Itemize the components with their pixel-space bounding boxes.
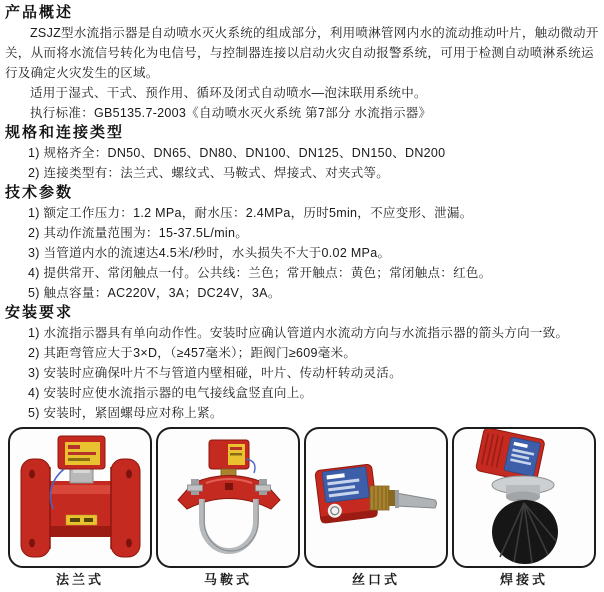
welded-type-image <box>452 427 596 568</box>
product-label-threaded: 丝口式 <box>351 572 400 587</box>
install-item-1: 1) 水流指示器具有单向动作性。安装时应确认管道内水流动方向与水流指示器的箭头方向一致。 <box>28 326 569 340</box>
section-overview <box>5 3 599 123</box>
tech-item-3: 3) 当管道内水的流速达4.5米/秒时，水头损失不大于0.02 MPa。 <box>28 246 391 260</box>
threaded-type-card <box>304 427 448 588</box>
install-item-3: 3) 安装时应确保叶片不与管道内壁相碰，叶片、传动杆转动灵活。 <box>28 366 402 380</box>
section-install <box>5 303 599 423</box>
overview-paragraph-1: ZSJZ型水流指示器是自动喷水灭火系统的组成部分，利用喷淋管网内水的流动推动叶片，触动微动开关，从而将水流信号转化为电信号，与控制器连接以启动火灾自动报警系统，可用于检测自动喷淋系统运行及确定火灾发生的区域。 <box>5 26 599 80</box>
tech-item-1: 1) 额定工作压力：1.2 MPa，耐水压：2.4MPa，历时5min，不应变形、泄漏。 <box>28 206 473 220</box>
tech-item-5: 5) 触点容量：AC220V，3A；DC24V，3A。 <box>28 286 281 300</box>
flange-type-image <box>8 427 152 568</box>
install-item-4: 4) 安装时应使水流指示器的电气接线盒竖直向上。 <box>28 386 313 400</box>
install-item-5: 5) 安装时，紧固螺母应对称上紧。 <box>28 406 223 420</box>
install-item-2: 2) 其距弯管应大于3×D，（≥457毫米）；距阀门≥609毫米。 <box>28 346 357 360</box>
section-tech-params <box>5 183 599 303</box>
welded-type-illustration <box>454 429 594 566</box>
flange-type-illustration <box>10 429 150 566</box>
product-card-saddle <box>156 427 300 588</box>
product-label-saddle: 马鞍式 <box>203 572 252 587</box>
welded-type-card <box>452 427 596 588</box>
product-gallery <box>5 423 599 588</box>
tech-item-2: 2) 其动作流量范围为：15-37.5L/min。 <box>28 226 249 240</box>
tech-item-4: 4) 提供常开、常闭触点一付。公共线：兰色；常开触点：黄色；常闭触点：红色。 <box>28 266 492 280</box>
overview-paragraph-3: 执行标准：GB5135.7-2003《自动喷水灭火系统 第7部分 水流指示器》 <box>30 106 432 120</box>
section-specs <box>5 123 599 183</box>
threaded-type-image <box>304 427 448 568</box>
specs-item-2: 2) 连接类型有：法兰式、螺纹式、马鞍式、焊接式、对夹式等。 <box>28 166 390 180</box>
product-label-flange: 法兰式 <box>55 572 104 587</box>
overview-paragraph-2: 适用于湿式、干式、预作用、循环及闭式自动喷水—泡沫联用系统中。 <box>30 86 427 100</box>
saddle-type-image <box>156 427 300 568</box>
product-label-welded: 焊接式 <box>499 572 548 587</box>
overview-heading: 产品概述 <box>5 4 74 21</box>
tech-params-heading: 技术参数 <box>5 184 74 201</box>
threaded-type-illustration <box>306 429 446 566</box>
saddle-type-illustration <box>158 429 298 566</box>
specs-item-1: 1) 规格齐全：DN50、DN65、DN80、DN100、DN125、DN150、DN200 <box>28 146 446 160</box>
install-heading: 安装要求 <box>5 304 74 321</box>
specs-heading: 规格和连接类型 <box>5 124 125 141</box>
product-card-flange <box>8 427 152 588</box>
